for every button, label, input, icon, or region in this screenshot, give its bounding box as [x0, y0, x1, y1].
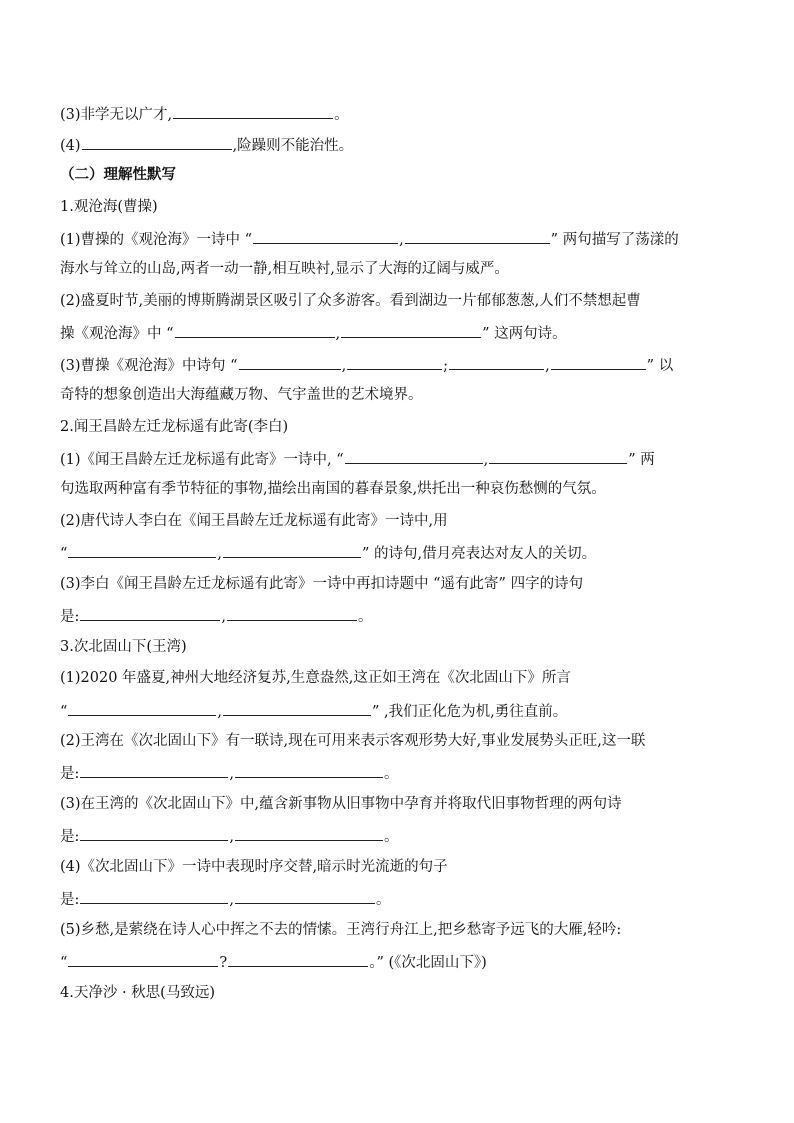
question-line: “ , ” 的诗句,借月亮表达对友人的关切。	[60, 542, 596, 564]
answer-blank[interactable]	[223, 700, 371, 716]
question-line: “ ? 。” (《次北固山下》)	[60, 951, 487, 973]
answer-blank[interactable]	[347, 354, 442, 370]
question-text: 海水与耸立的山岛,两者一动一静,相互映衬,显示了大海的辽阔与威严。	[60, 261, 509, 277]
answer-blank[interactable]	[235, 762, 383, 778]
answer-blank[interactable]	[405, 228, 550, 244]
question-line: (1)《闻王昌龄左迁龙标遥有此寄》一诗中, “ , ” 两	[60, 448, 655, 470]
answer-blank[interactable]	[449, 354, 544, 370]
question-text: (3)在王湾的《次北固山下》中,蕴含新事物从旧事物中孕育并将取代旧事物哲理的两句诗	[60, 796, 622, 812]
poem-title: 2.闻王昌龄左迁龙标遥有此寄(李白)	[60, 419, 289, 435]
answer-blank[interactable]	[68, 700, 216, 716]
poem-title: 1.观沧海(曹操)	[60, 199, 158, 215]
answer-blank[interactable]	[235, 825, 383, 841]
poem-title: 3.次北固山下(王湾)	[60, 639, 187, 655]
answer-blank[interactable]	[253, 228, 398, 244]
answer-blank[interactable]	[223, 542, 361, 558]
question-text: (2)盛夏时节,美丽的博斯腾湖景区吸引了众多游客。看到湖边一片郁郁葱葱,人们不禁想起曹	[60, 293, 641, 309]
section-heading: （二）理解性默写	[60, 167, 176, 183]
question-3-line: (3)非学无以广才, 。	[60, 103, 349, 125]
answer-blank[interactable]	[489, 448, 627, 464]
question-text: (2)王湾在《次北固山下》有一联诗,现在可用来表示客观形势大好,事业发展势头正旺,这一联	[60, 733, 646, 749]
answer-blank[interactable]	[80, 762, 228, 778]
answer-blank[interactable]	[228, 951, 368, 967]
question-line: (1)曹操的《观沧海》一诗中 “ , ” 两句描写了荡漾的	[60, 228, 679, 250]
question-line: 是: , 。	[60, 825, 399, 847]
question-line: 是: , 。	[60, 888, 391, 910]
question-text: (5)乡愁,是萦绕在诗人心中挥之不去的情愫。王湾行舟江上,把乡愁寄予远飞的大雁,轻吟:	[60, 922, 622, 938]
answer-blank[interactable]	[68, 542, 216, 558]
question-text: 奇特的想象创造出大海蕴藏万物、气宇盖世的艺术境界。	[60, 387, 423, 403]
question-line: 是: , 。	[60, 605, 373, 627]
answer-blank[interactable]	[80, 825, 228, 841]
question-line: “ , ” ,我们正化危为机,勇往直前。	[60, 700, 567, 722]
answer-blank[interactable]	[68, 951, 218, 967]
question-text: (1)2020 年盛夏,神州大地经济复苏,生意盎然,这正如王湾在《次北固山下》所言	[60, 670, 571, 686]
question-line: (3)曹操《观沧海》中诗句 “ , ; , ” 以	[60, 354, 673, 376]
answer-blank[interactable]	[345, 448, 483, 464]
answer-blank[interactable]	[80, 888, 228, 904]
question-text: (3)李白《闻王昌龄左迁龙标遥有此寄》一诗中再扣诗题中 “遥有此寄” 四字的诗句	[60, 576, 584, 592]
answer-blank[interactable]	[239, 354, 341, 370]
question-line: 操《观沧海》中 “ , ” 这两句诗。	[60, 322, 567, 344]
answer-blank[interactable]	[551, 354, 646, 370]
question-line: 是: , 。	[60, 762, 399, 784]
answer-blank[interactable]	[235, 888, 375, 904]
poem-title: 4.天净沙 · 秋思(马致远)	[60, 985, 215, 1001]
question-text: (2)唐代诗人李白在《闻王昌龄左迁龙标遥有此寄》一诗中,用	[60, 513, 448, 529]
answer-blank[interactable]	[173, 103, 333, 119]
answer-blank[interactable]	[82, 134, 232, 150]
question-text: 句选取两种富有季节特征的事物,描绘出南国的暮春景象,烘托出一种哀伤愁恻的气氛。	[60, 481, 606, 497]
answer-blank[interactable]	[175, 322, 335, 338]
answer-blank[interactable]	[341, 322, 481, 338]
question-4-line: (4) ,险躁则不能治性。	[60, 134, 353, 156]
answer-blank[interactable]	[80, 605, 220, 621]
answer-blank[interactable]	[227, 605, 357, 621]
question-text: (4)《次北固山下》一诗中表现时序交替,暗示时光流逝的句子	[60, 859, 448, 875]
